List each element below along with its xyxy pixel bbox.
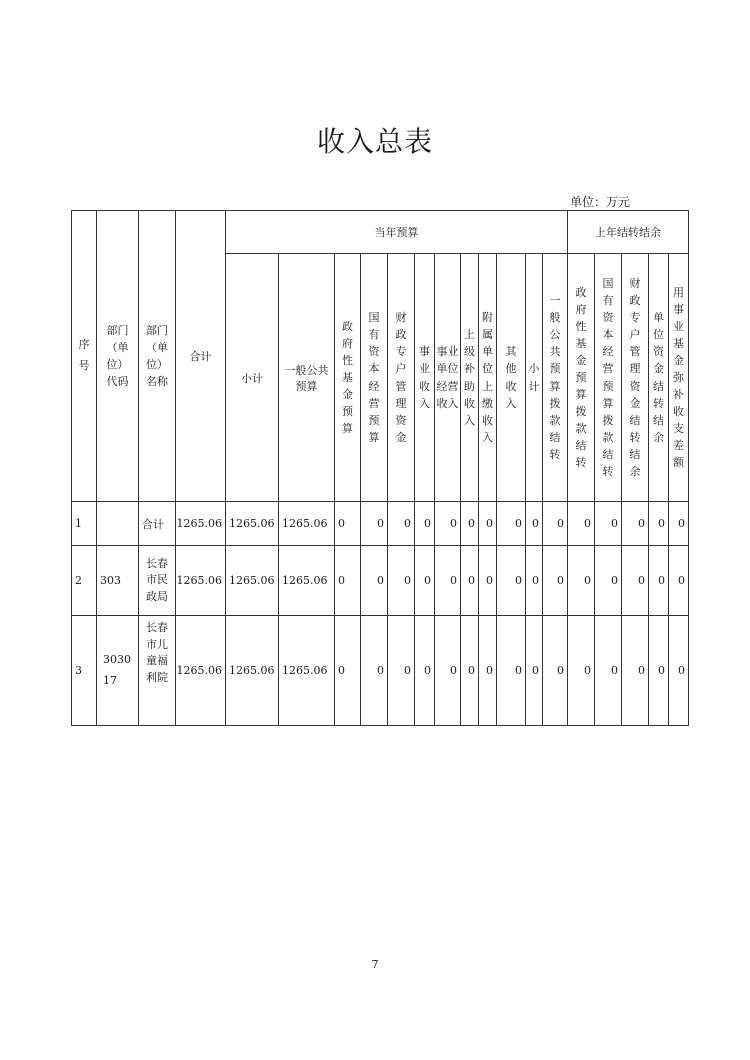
header-superior-subsidy: 上级补助收入 [461, 254, 479, 502]
row-value: 0 [669, 616, 689, 726]
row-subtotal: 1265.06 [226, 546, 279, 616]
row-value: 0 [568, 616, 595, 726]
row-value: 0 [435, 502, 461, 546]
header-general-budget: 一般公共预算 [279, 254, 335, 502]
row-value: 0 [435, 546, 461, 616]
row-value: 0 [543, 616, 568, 726]
row-total: 1265.06 [176, 546, 226, 616]
header-current-year: 当年预算 [226, 211, 568, 254]
row-value: 0 [497, 546, 526, 616]
row-value: 0 [415, 616, 435, 726]
row-general: 1265.06 [279, 502, 335, 546]
row-value: 0 [595, 502, 622, 546]
income-summary-table [71, 210, 689, 726]
row-value: 0 [568, 502, 595, 546]
row-value: 0 [595, 546, 622, 616]
page-title: 收入总表 [316, 125, 433, 158]
row-total: 1265.06 [176, 616, 226, 726]
row-code [97, 502, 139, 546]
row-value: 0 [435, 616, 461, 726]
row-seq: 1 [72, 502, 97, 546]
row-value: 0 [335, 616, 361, 726]
row-name: 长春市儿童福利院 [139, 616, 176, 726]
row-value: 0 [361, 546, 388, 616]
row-value: 0 [526, 502, 543, 546]
header-dept-code: 部门（单位）代码 [97, 211, 139, 502]
page-number: 7 [371, 958, 379, 971]
row-subtotal: 1265.06 [226, 502, 279, 546]
row-value: 0 [388, 502, 415, 546]
row-name: 长春市民政局 [139, 546, 176, 616]
header-seq: 序号 [72, 211, 97, 502]
row-value: 0 [479, 616, 497, 726]
header-previous-year: 上年结转结余 [568, 211, 689, 254]
row-total: 1265.06 [176, 502, 226, 546]
header-prev-unit-funds: 单位资金结转结余 [649, 254, 669, 502]
header-business-income: 事业收入 [415, 254, 435, 502]
row-value: 0 [335, 502, 361, 546]
row-seq: 2 [72, 546, 97, 616]
header-prev-supplement: 用事业基金弥补收支差额 [669, 254, 689, 502]
row-value: 0 [543, 502, 568, 546]
row-value: 0 [388, 546, 415, 616]
header-prev-subtotal: 小计 [526, 254, 543, 502]
row-value: 0 [526, 546, 543, 616]
row-value: 0 [415, 546, 435, 616]
row-value: 0 [669, 502, 689, 546]
row-value: 0 [335, 546, 361, 616]
row-value: 0 [388, 616, 415, 726]
row-value: 0 [622, 546, 649, 616]
header-dept-name: 部门（单位）名称 [139, 211, 176, 502]
row-value: 0 [622, 616, 649, 726]
row-code: 303017 [97, 616, 139, 726]
row-value: 0 [361, 616, 388, 726]
row-value: 0 [497, 502, 526, 546]
table-row [72, 502, 689, 546]
row-subtotal: 1265.06 [226, 616, 279, 726]
header-other-income: 其他收入 [497, 254, 526, 502]
row-name: 合计 [139, 502, 176, 546]
row-value: 0 [649, 616, 669, 726]
row-value: 0 [649, 546, 669, 616]
row-value: 0 [461, 546, 479, 616]
header-prev-general: 一般公共预算拨款结转 [543, 254, 568, 502]
row-value: 0 [461, 616, 479, 726]
header-gov-fund: 政府性基金预算 [335, 254, 361, 502]
header-prev-gov-fund: 政府性基金预算拨款结转 [568, 254, 595, 502]
header-affiliated-income: 附属单位上缴收入 [479, 254, 497, 502]
table-row [72, 616, 689, 726]
row-value: 0 [595, 616, 622, 726]
header-state-capital: 国有资本经营预算 [361, 254, 388, 502]
row-value: 0 [479, 546, 497, 616]
row-value: 0 [669, 546, 689, 616]
unit-label: 单位：万元 [570, 195, 631, 209]
row-general: 1265.06 [279, 616, 335, 726]
row-value: 0 [415, 502, 435, 546]
header-fiscal-special: 财政专户管理资金 [388, 254, 415, 502]
header-prev-fiscal-special: 财政专户管理资金结转结余 [622, 254, 649, 502]
row-value: 0 [361, 502, 388, 546]
row-value: 0 [461, 502, 479, 546]
row-code: 303 [97, 546, 139, 616]
row-value: 0 [543, 546, 568, 616]
row-general: 1265.06 [279, 546, 335, 616]
header-prev-state-capital: 国有资本经营预算拨款结转 [595, 254, 622, 502]
row-value: 0 [568, 546, 595, 616]
header-subtotal: 小计 [226, 254, 279, 502]
header-total: 合计 [176, 211, 226, 502]
row-value: 0 [622, 502, 649, 546]
row-value: 0 [479, 502, 497, 546]
row-value: 0 [497, 616, 526, 726]
row-value: 0 [649, 502, 669, 546]
row-seq: 3 [72, 616, 97, 726]
header-business-unit-income: 事业单位经营收入 [435, 254, 461, 502]
row-value: 0 [526, 616, 543, 726]
table-row [72, 546, 689, 616]
